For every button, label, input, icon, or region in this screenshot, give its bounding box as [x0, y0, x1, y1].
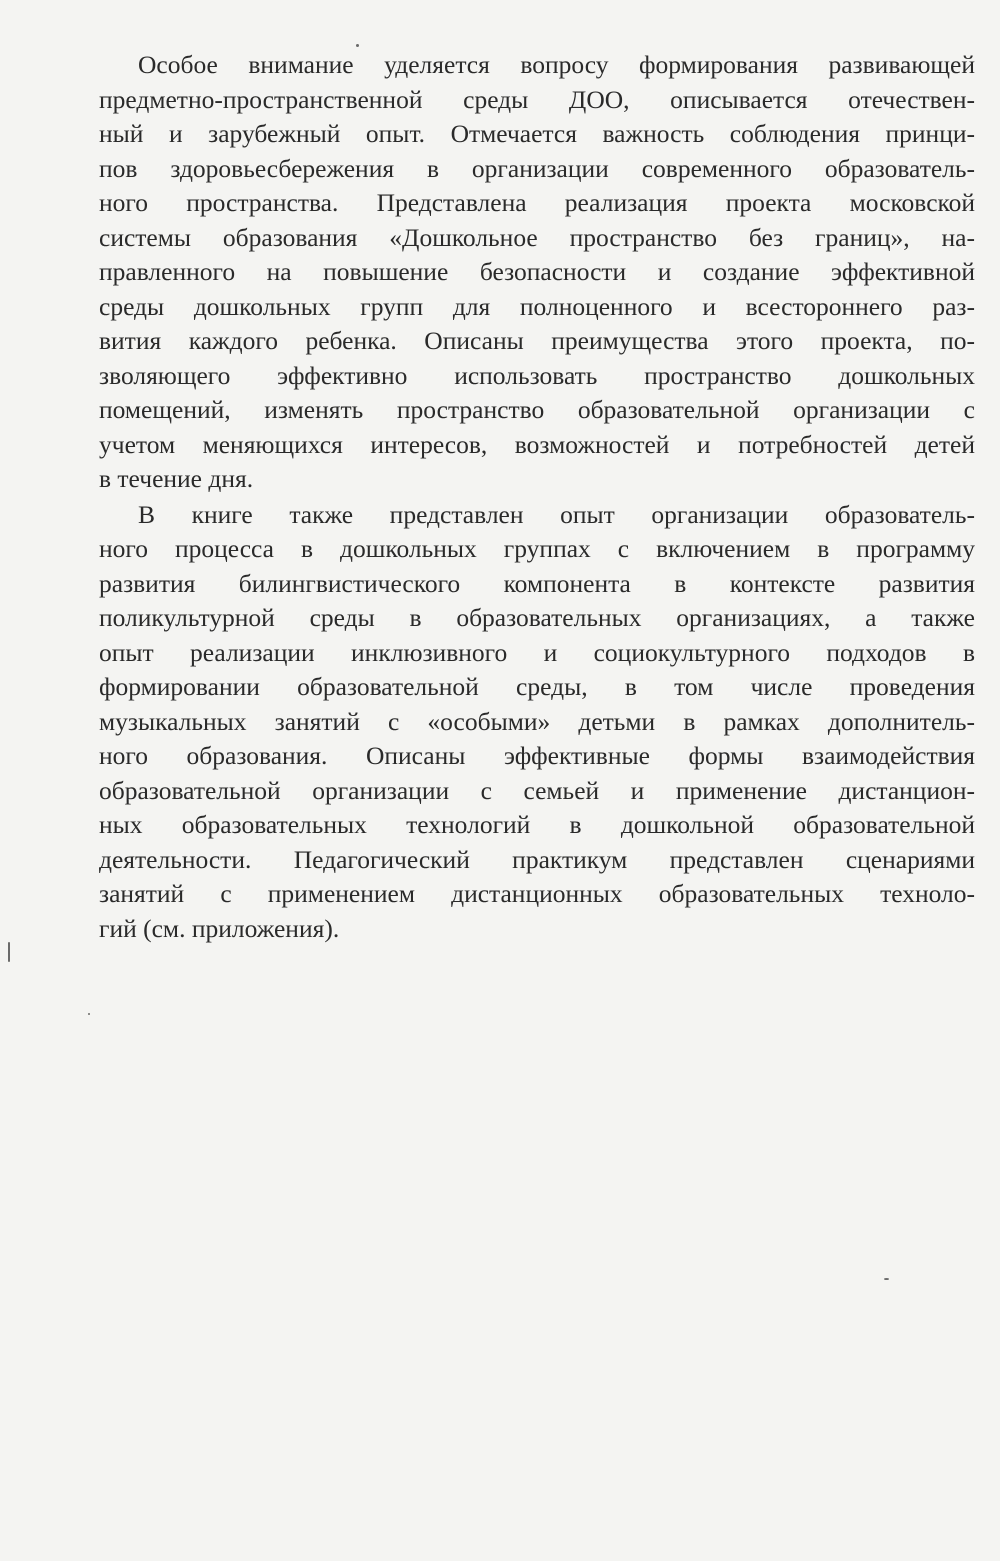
- paragraph-1-line-9: вития каждого ребенка. Описаны преимущества этого проекта, по-: [99, 326, 975, 355]
- paragraph-2-line-1: В книге также представлен опыт организации образователь-: [138, 499, 975, 529]
- scan-speck: [884, 1278, 889, 1280]
- paragraph-1-line-7: правленного на повышение безопасности и создание эффективной: [99, 257, 975, 286]
- paragraph-2-line-5: опыт реализации инклюзивного и социокультурного подходов в: [99, 637, 975, 667]
- paragraph-2-line-2: ного процесса в дошкольных группах с включением в программу: [99, 534, 975, 563]
- paragraph-1-line-4: пов здоровьесбережения в организации современного образователь-: [99, 153, 975, 183]
- paragraph-2-line-10: ных образовательных технологий в дошкольной образовательной: [99, 810, 975, 839]
- scan-speck: [8, 942, 10, 962]
- paragraph-2-line-13: гий (см. приложения).: [99, 913, 340, 943]
- paragraph-2-line-11: деятельности. Педагогический практикум представлен сценариями: [99, 844, 975, 874]
- paragraph-2-line-7: музыкальных занятий с «особыми» детьми в рамках дополнитель-: [99, 706, 975, 736]
- paragraph-2-line-3: развития билингвистического компонента в контексте развития: [99, 568, 975, 598]
- paragraph-1-line-3: ный и зарубежный опыт. Отмечается важность соблюдения принци-: [99, 119, 975, 148]
- paragraph-2-line-9: образовательной организации с семьей и применение дистанцион-: [99, 775, 975, 805]
- paragraph-2-line-12: занятий с применением дистанционных образовательных техноло-: [99, 879, 975, 908]
- paragraph-1-line-10: зволяющего эффективно использовать пространство дошкольных: [99, 360, 975, 390]
- paragraph-1-line-12: учетом меняющихся интересов, возможностей и потребностей детей: [99, 429, 975, 459]
- scan-speck: [356, 44, 359, 47]
- paragraph-2-line-6: формировании образовательной среды, в том числе проведения: [99, 672, 975, 701]
- scan-speck: [88, 1013, 90, 1015]
- paragraph-1-line-8: среды дошкольных групп для полноценного и всестороннего раз-: [99, 291, 975, 321]
- paragraph-2-line-4: поликультурной среды в образовательных организациях, а также: [99, 603, 975, 632]
- paragraph-1-line-11: помещений, изменять пространство образовательной организации с: [99, 395, 975, 424]
- paragraph-1-line-1: Особое внимание уделяется вопросу формирования развивающей: [138, 50, 975, 79]
- body-text: [99, 48, 975, 946]
- paragraph-1-line-5: ного пространства. Представлена реализация проекта московской: [99, 188, 975, 217]
- paragraph-1-line-6: системы образования «Дошкольное пространство без границ», на-: [99, 222, 975, 252]
- paragraph-1-line-2: предметно-пространственной среды ДОО, описывается отечествен-: [99, 84, 975, 114]
- paragraph-1-line-13: в течение дня.: [99, 464, 254, 493]
- paragraph-2-line-8: ного образования. Описаны эффективные формы взаимодействия: [99, 741, 975, 770]
